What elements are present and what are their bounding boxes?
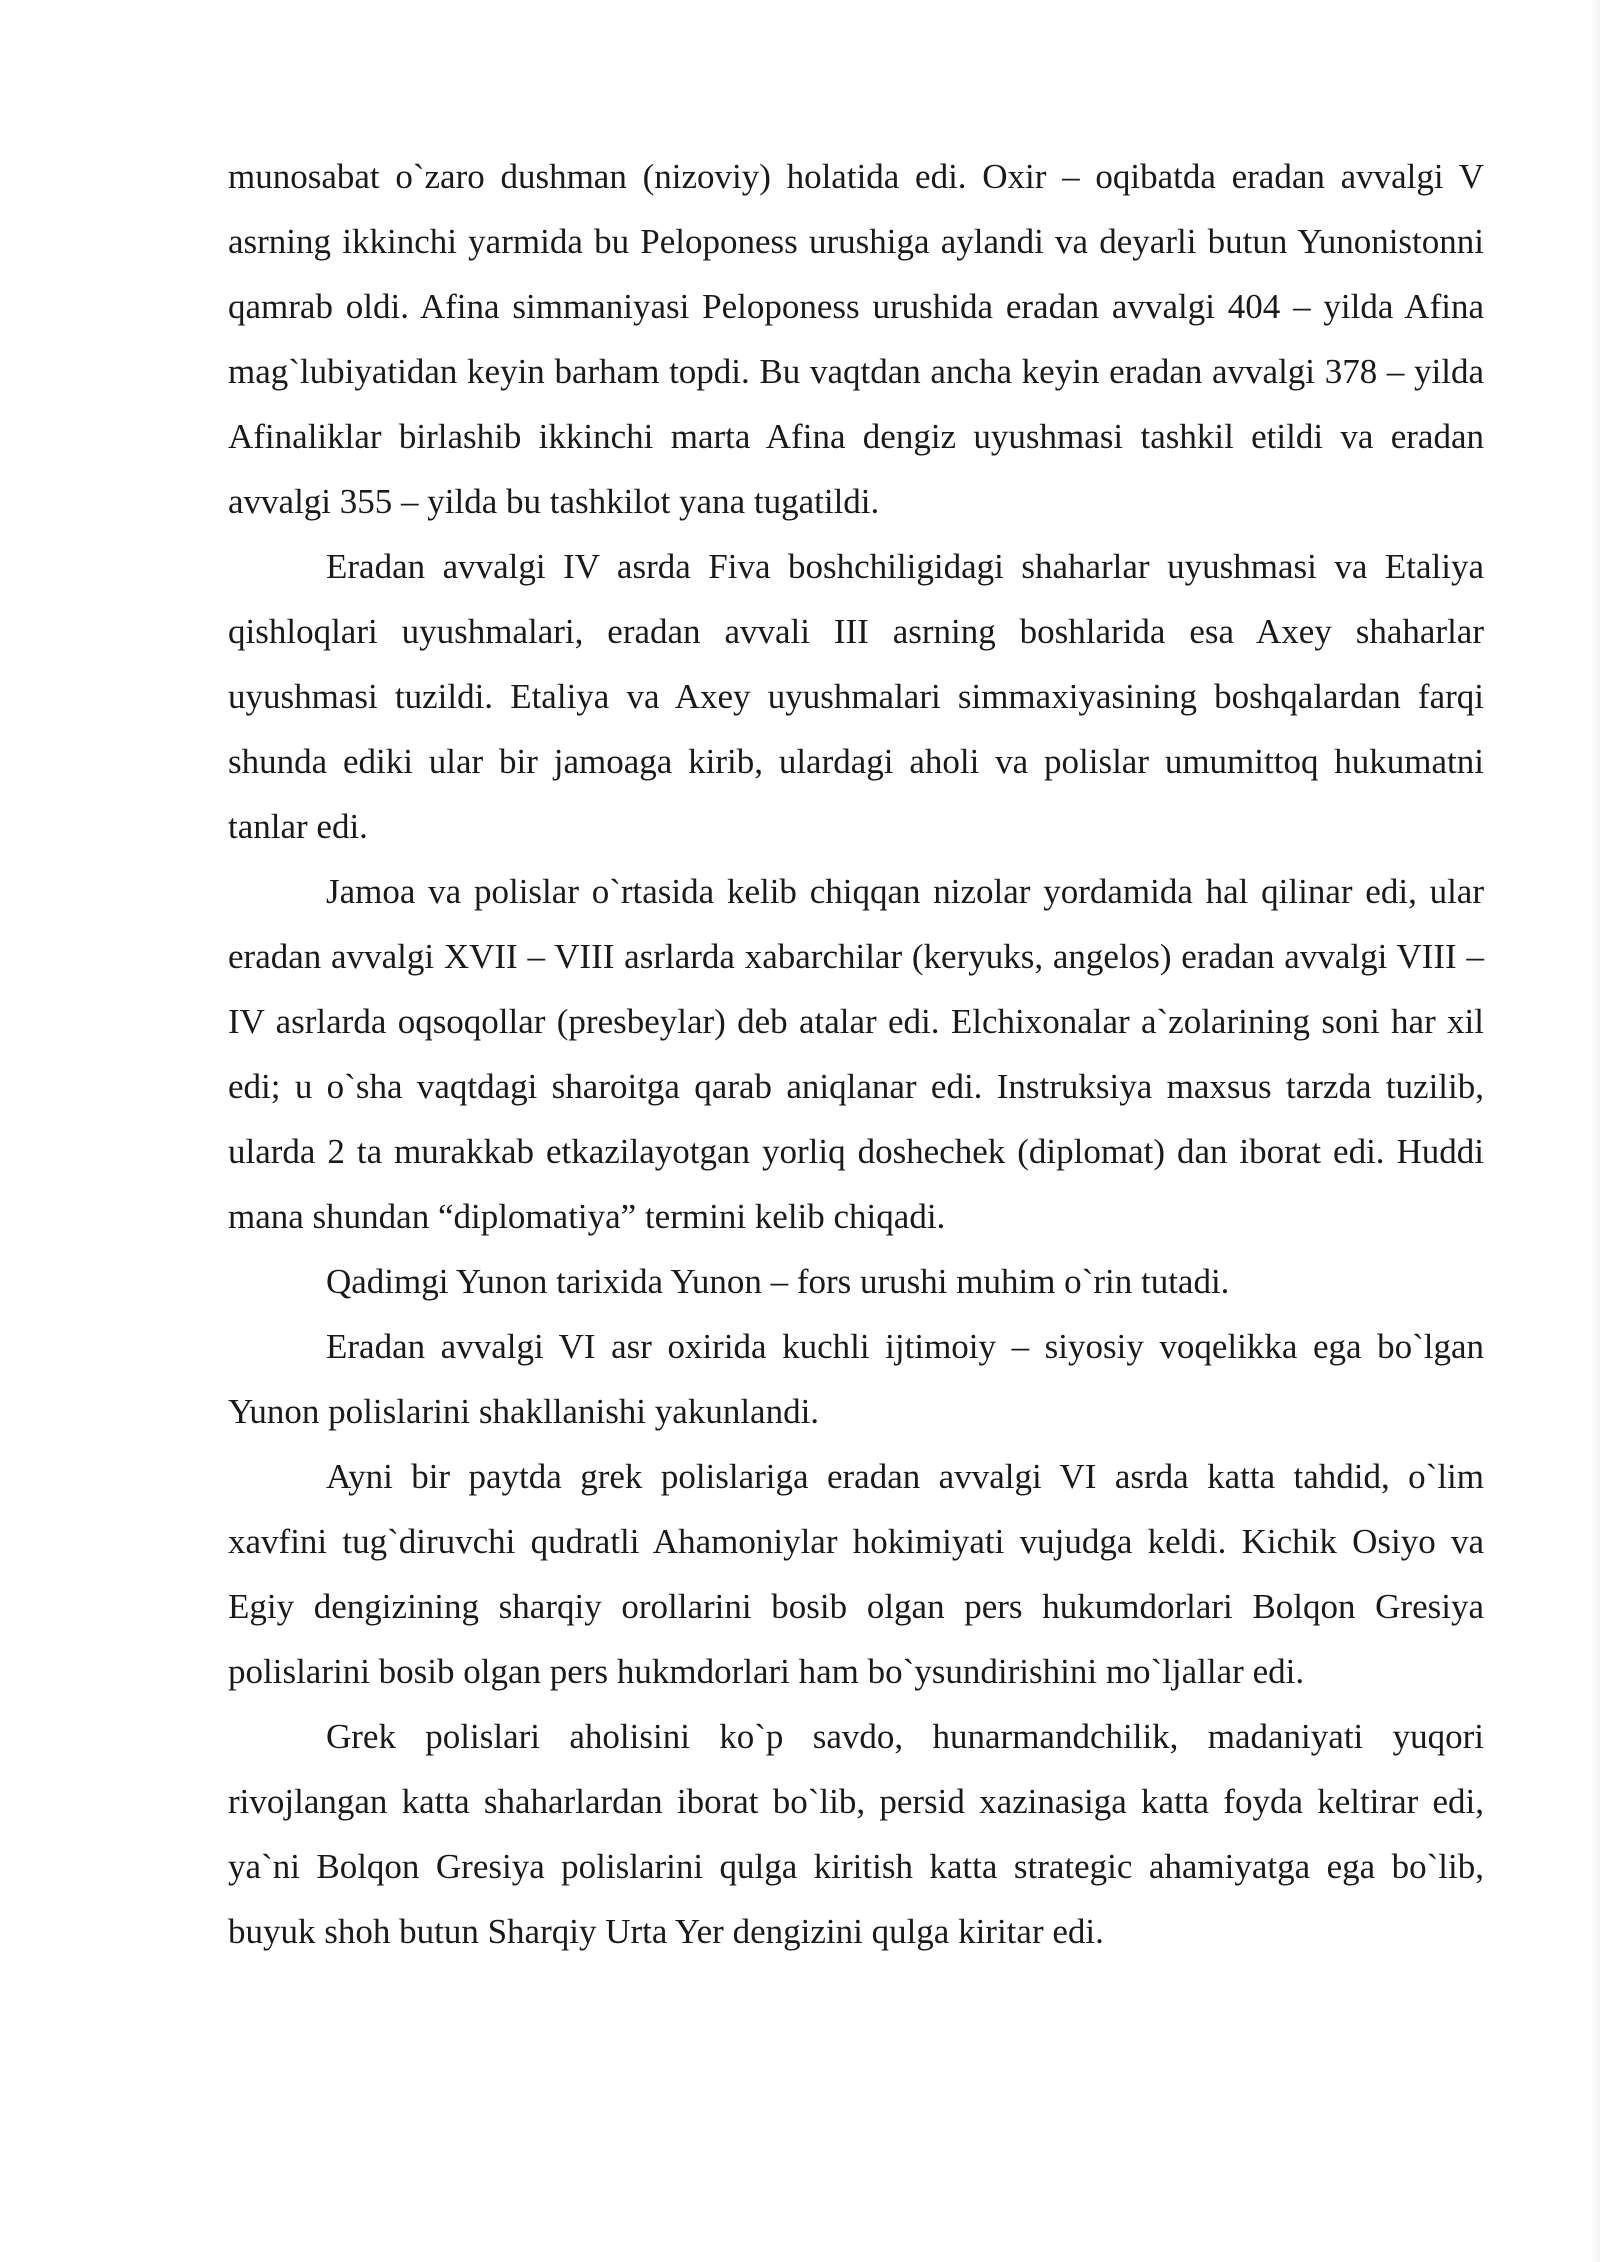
paragraph-7: Grek polislari aholisini ko`p savdo, hunarmandchilik, madaniyati yuqori rivojlangan katta shaharlardan iborat bo`lib, persid xazinasiga katta foyda keltirar edi, ya`ni Bolqon Gresiya polislarini qulga kiritish katta strategic ahamiyatga ega bo`lib, buyuk shoh butun Sharqiy Urta Yer dengizini qulga kiritar edi. [228,1717,1484,1951]
paragraph-2: Eradan avvalgi IV asrda Fiva boshchiligidagi shaharlar uyushmasi va Etaliya qishloqlari uyushmalari, eradan avvali III asrning boshlarida esa Axey shaharlar uyushmasi tuzildi. Etaliya va Axey uyushmalari simmaxiyasining boshqalardan farqi shunda ediki ular bir jamoaga kirib, ulardagi aholi va polislar umumittoq hukumatni tanlar edi. [228,547,1484,846]
paragraph-6: Ayni bir paytda grek polislariga eradan avvalgi VI asrda katta tahdid, o`lim xavfini tug`diruvchi qudratli Ahamoniylar hokimiyati vujudga keldi. Kichik Osiyo va Egiy dengizining sharqiy orollarini bosib olgan pers hukumdorlari Bolqon Gresiya polislarini bosib olgan pers hukmdorlari ham bo`ysundirishini mo`ljallar edi. [228,1457,1484,1691]
paragraph-4: Qadimgi Yunon tarixida Yunon – fors urushi muhim o`rin tutadi. [326,1262,1230,1301]
document-body [228,144,1484,1964]
paragraph-1: munosabat o`zaro dushman (nizoviy) holatida edi. Oxir – oqibatda eradan avvalgi V asrning ikkinchi yarmida bu Peloponess urushiga aylandi va deyarli butun Yunonistonni qamrab oldi. Afina simmaniyasi Peloponess urushida eradan avvalgi 404 – yilda Afina mag`lubiyatidan keyin barham topdi. Bu vaqtdan ancha keyin eradan avvalgi 378 – yilda Afinaliklar birlashib ikkinchi marta Afina dengiz uyushmasi tashkil etildi va eradan avvalgi 355 – yilda bu tashkilot yana tugatildi. [228,157,1484,521]
page-edge-shadow [1590,0,1600,2262]
paragraph-3: Jamoa va polislar o`rtasida kelib chiqqan nizolar yordamida hal qilinar edi, ular eradan avvalgi XVII – VIII asrlarda xabarchilar (keryuks, angelos) eradan avvalgi VIII – IV asrlarda oqsoqollar (presbeylar) deb atalar edi. Elchixonalar a`zolarining soni har xil edi; u o`sha vaqtdagi sharoitga qarab aniqlanar edi. Instruksiya maxsus tarzda tuzilib, ularda 2 ta murakkab etkazilayotgan yorliq doshechek (diplomat) dan iborat edi. Huddi mana shundan “diplomatiya” termini kelib chiqadi. [228,872,1484,1236]
paragraph-5: Eradan avvalgi VI asr oxirida kuchli ijtimoiy – siyosiy voqelikka ega bo`lgan Yunon polislarini shakllanishi yakunlandi. [228,1327,1484,1431]
